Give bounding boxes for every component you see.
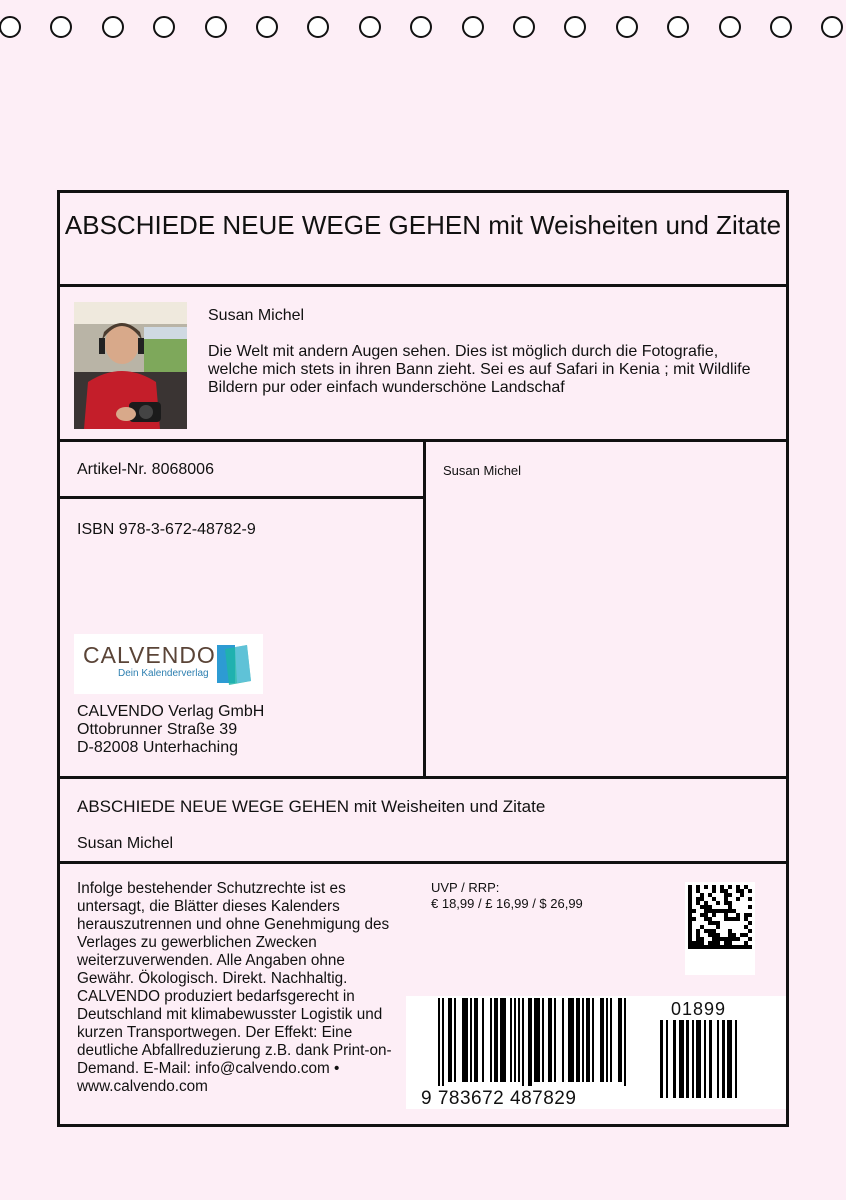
author-name: Susan Michel (208, 307, 305, 324)
binding-hole (564, 16, 586, 38)
binding-hole (719, 16, 741, 38)
binding-hole (410, 16, 432, 38)
binding-holes (0, 16, 846, 42)
binding-hole (462, 16, 484, 38)
divider (60, 861, 786, 864)
calendar-title: ABSCHIEDE NEUE WEGE GEHEN mit Weisheiten und Zitate (64, 210, 782, 240)
calvendo-logo: CALVENDO Dein Kalenderverlag (74, 634, 263, 694)
data-matrix-code (685, 882, 755, 975)
binding-hole (205, 16, 227, 38)
summary-title: ABSCHIEDE NEUE WEGE GEHEN mit Weisheiten und Zitate (77, 797, 546, 816)
binding-hole (616, 16, 638, 38)
binding-hole (821, 16, 843, 38)
legal-notice: Infolge bestehender Schutzrechte ist es untersagt, die Blätter dieses Kalenders herauszutrennen und ohne Genehmigung des Verlages zu gewerblichen Zwecken weiterzuverwenden. Alle Angaben ohne Gewähr. Ökologisch. Direkt. Nachhaltig. CALVENDO produziert bedarfsgerecht in Deutschland mit klimabewusster Logistik und kurzen Transportwegen. Der Effekt: Eine deutliche Abfallreduzierung z.B. dank Print-on-Demand. E-Mail: info@calvendo.com • www.calvendo.com (77, 880, 392, 1095)
price-value: € 18,99 / £ 16,99 / $ 26,99 (431, 896, 583, 911)
calendar-back-cover (57, 190, 789, 1127)
divider (60, 284, 786, 287)
binding-hole (513, 16, 535, 38)
addon-digits: 01899 (671, 999, 727, 1019)
author-photo (74, 302, 187, 429)
price-label: UVP / RRP: (431, 880, 500, 895)
divider (60, 776, 786, 779)
article-number: Artikel-Nr. 8068006 (77, 461, 214, 478)
divider (60, 496, 423, 499)
author-bio: Die Welt mit andern Augen sehen. Dies ist möglich durch die Fotografie, welche mich stets in ihren Bann zieht. Sei es auf Safari in Kenia ; mit Wildlife Bildern pur oder einfach wunderschöne Landschaf (208, 343, 751, 396)
binding-hole (0, 16, 21, 38)
binding-hole (153, 16, 175, 38)
barcode-digits: 9 783672 487829 (421, 1088, 577, 1109)
binding-hole (667, 16, 689, 38)
binding-hole (50, 16, 72, 38)
isbn: ISBN 978-3-672-48782-9 (77, 521, 256, 538)
binding-hole (102, 16, 124, 38)
summary-author: Susan Michel (77, 835, 174, 852)
divider (423, 439, 426, 776)
binding-hole (359, 16, 381, 38)
ean-barcode (406, 996, 786, 1109)
publisher-name: CALVENDO Verlag GmbH (77, 703, 265, 720)
publisher-city: D-82008 Unterhaching (77, 739, 238, 756)
binding-hole (256, 16, 278, 38)
publisher-street: Ottobrunner Straße 39 (77, 721, 238, 738)
right-author-name: Susan Michel (443, 463, 522, 478)
binding-hole (307, 16, 329, 38)
binding-hole (770, 16, 792, 38)
